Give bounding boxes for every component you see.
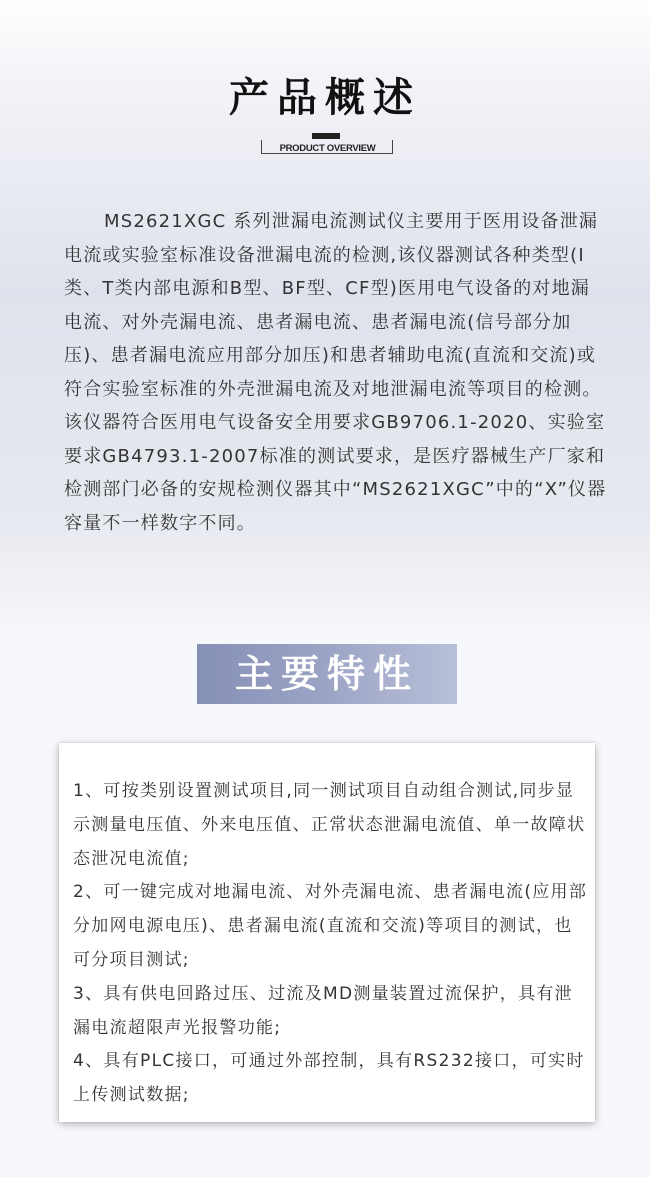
features-list: 1、可按类别设置测试项目,同一测试项目自动组合测试,同步显示测量电压值、外来电压值、正常状态泄漏电流值、单一故障状态泄况电流值; 2、可一键完成对地漏电流、对外壳漏电流、患者漏电流(应用部分加网电源电压)、患者漏电流(直流和交流)等项目的测试，也可分项目测试; 3、具有供电回路过压、过流及MD测量装置过流保护，具有泄漏电流超限声光报警功能; 4、具有PLC接口，可通过外部控制，具有RS232接口，可实时上传测试数据; — [73, 781, 588, 1106]
features-heading: 主要特性 — [197, 644, 457, 704]
title-underline-bar — [312, 133, 340, 139]
intro-paragraph: MS2621XGC 系列泄漏电流测试仪主要用于医用设备泄漏电流或实验室标准设备泄漏电流的检测,该仪器测试各种类型(I类、T类内部电源和B型、BF型、CF型)医用电气设备的对地漏电流、对外壳漏电流、患者漏电流、患者漏电流(信号部分加压)、患者漏电流应用部分加压)和患者辅助电流(直流和交流)或符合实验室标准的外壳泄漏电流及对地泄漏电流等项目的检测。该仪器符合医用电气设备安全用要求GB9706.1-2020、实验室要求GB4793.1-2007标准的测试要求，是医疗器械生产厂家和检测部门必备的安规检测仪器其中“MS2621XGC”中的“X”仪器容量不一样数字不同。 — [64, 211, 607, 534]
page-subtitle: PRODUCT OVERVIEW — [279, 143, 376, 154]
page-title: 产品概述 — [229, 75, 421, 121]
